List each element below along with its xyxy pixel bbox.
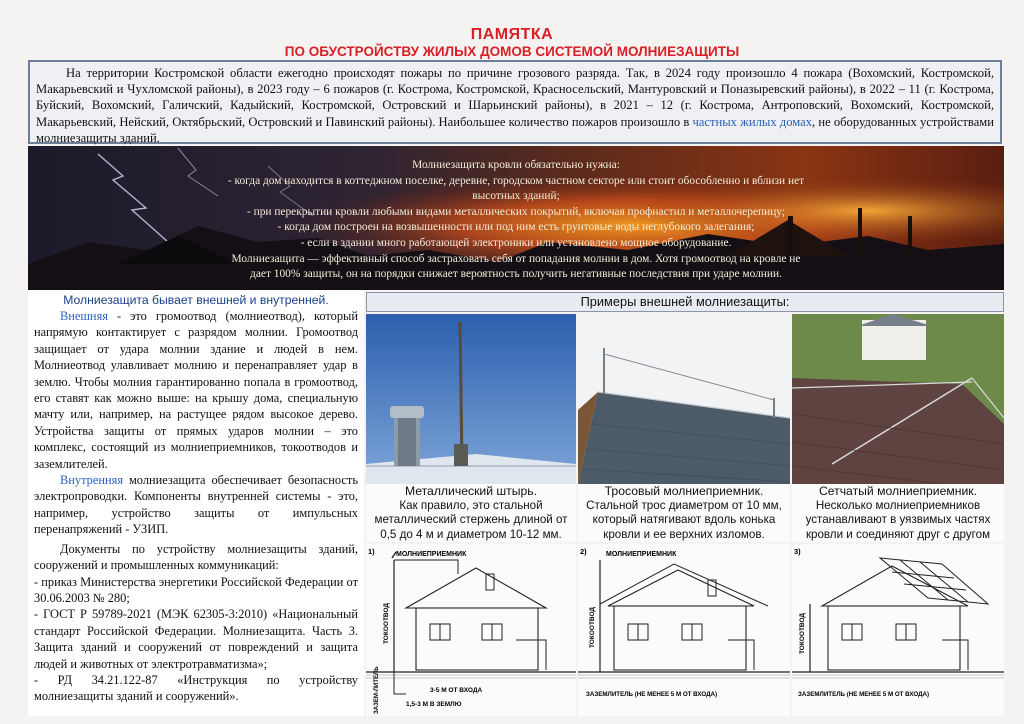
internal-paragraph bbox=[34, 472, 358, 538]
label-ground-electrode: ЗАЗЕМЛИТЕЛЬ (НЕ МЕНЕЕ 5 М ОТ ВХОДА) bbox=[586, 691, 718, 698]
caption-cable bbox=[578, 484, 790, 542]
document-item: - приказ Министерства энергетики Российской Федерации от 30.06.2003 № 280; bbox=[34, 574, 358, 605]
banner-line: - когда дом находится в коттеджном поселке, деревне, городском частном секторе или стоит обособленно и вблизи нет bbox=[227, 174, 805, 187]
mesh-photo-illustration bbox=[792, 314, 1004, 484]
diagram-mesh-drawing bbox=[792, 544, 1004, 716]
internal-text: молниезащита обеспечивает безопасность электропроводки. Компоненты внутренней системы - это, например, устройство защиты от импульсных перенапряжений - УЗИП. bbox=[34, 473, 358, 537]
label-down-conductor: ТОКООТВОД bbox=[589, 606, 596, 648]
external-term: Внешняя bbox=[60, 309, 108, 323]
left-column bbox=[28, 290, 364, 716]
caption-line: который натягивают вдоль конька bbox=[592, 513, 776, 527]
banner-line: дает 100% защиты, он на порядки снижает вероятность получить негативные последствия при ударе молнии. bbox=[250, 268, 782, 281]
documents-header: Документы по устройству молниезащиты зданий, сооружений и промышленных коммуникаций: bbox=[34, 541, 358, 573]
caption-cable-title: Тросовый молниеприемник. bbox=[604, 484, 764, 498]
external-text: - это громоотвод (молниеотвод), который напрямую контактирует с разрядом молнии. Громоотвод защищает от удара молнии здание и людей в нем. Молниеотвод улавливает молнию и перенаправляет удар в землю. Чтобы молния гарантированно попала в громоотвод, его ставят как можно выше: на крышу дома, специальную мачту или, например, на растущее рядом высокое дерево. Устройства защиты от прямых ударов молнии – это комплекс, состоящий из молниеприемников, токоотводов и заземлителей. bbox=[34, 309, 358, 471]
caption-line: кровли и ее верхних изломов. bbox=[603, 527, 765, 541]
protection-types-body bbox=[28, 307, 364, 538]
diagram-number: 1) bbox=[368, 547, 375, 556]
photo-cable bbox=[578, 314, 790, 484]
intro-text-after: , не оборудованных устройствами молниезащиты зданий. bbox=[36, 114, 995, 145]
caption-line: Стальной трос диаметром от 10 мм, bbox=[586, 498, 782, 512]
external-paragraph bbox=[34, 308, 358, 472]
banner-line: Молниезащита — эффективный способ застраховать себя от попадания молнии в дом. Хотя громоотвод на кровле не bbox=[231, 252, 801, 265]
caption-line: устанавливают в уязвимых частях bbox=[805, 513, 991, 527]
diagram-rod-drawing bbox=[366, 544, 576, 716]
documents-section bbox=[28, 541, 364, 705]
intro-text-before: На территории Костромской области ежегодно происходят пожары по причине грозового разряда. Так, в 2024 году произошло 4 пожара (Вохомский, Костромской, Макарьевский и Чухломской районы), в 2023 году – 6 пожаров (г. Кострома, Костромской, Красносельский, Мантуровский и Поназыревский районы), в 2022 – 11 (г. Кострома, Буйский, Вохомский, Галичский, Кадыйский, Костромской, Островский и Шарьинский районы), в 2021 – 12 (г. Кострома, Антроповский, Вохомский, Костромской, Макарьевский, Нейский, Октябрьский, Островский и Павинский районы). Наибольшее количество пожаров произошло в bbox=[36, 66, 994, 129]
intro-paragraph bbox=[28, 60, 1002, 144]
banner-line: Молниезащита кровли обязательно нужна: bbox=[412, 159, 620, 171]
examples-header: Примеры внешней молниезащиты: bbox=[366, 292, 1004, 312]
photo-mesh bbox=[792, 314, 1004, 484]
protection-types-header: Молниезащита бывает внешней и внутренней. bbox=[63, 293, 329, 307]
photo-rod bbox=[366, 314, 576, 484]
label-down-conductor: ТОКООТВОД bbox=[383, 602, 390, 644]
caption-line: Несколько молниеприемников bbox=[815, 498, 981, 512]
rod-photo-illustration bbox=[366, 314, 576, 484]
internal-term: Внутренняя bbox=[60, 473, 124, 488]
cable-photo-illustration bbox=[578, 314, 790, 484]
diagram-number: 3) bbox=[794, 547, 801, 556]
diagram-mesh bbox=[792, 544, 1004, 716]
caption-rod-title: Металлический штырь. bbox=[404, 484, 538, 498]
title-line-1: ПАМЯТКА bbox=[470, 26, 554, 43]
banner-line: высотных зданий; bbox=[472, 190, 560, 203]
label-distance-entrance: 3-5 М ОТ ВХОДА bbox=[430, 687, 483, 694]
label-ground-electrode: ЗАЗЕМЛИТЕЛЬ (НЕ МЕНЕЕ 5 М ОТ ВХОДА) bbox=[798, 691, 930, 698]
document-item: - РД 34.21.122-87 «Инструкция по устройству молниезащиты зданий и сооружений». bbox=[34, 672, 358, 704]
banner-line: - если в здании много работающей электроники или установлено мощное оборудование. bbox=[300, 236, 732, 249]
lightning-banner bbox=[28, 146, 1004, 290]
caption-rod bbox=[366, 484, 576, 542]
diagram-cable-drawing bbox=[578, 544, 790, 716]
banner-text bbox=[28, 158, 1004, 283]
label-ground-electrode: ЗАЗЕМ-ЛИТЕЛЬ bbox=[374, 666, 380, 714]
caption-line: металлический стержень длиной от bbox=[374, 513, 568, 527]
label-down-conductor: ТОКООТВОД bbox=[799, 612, 806, 654]
banner-line: - при перекрытии кровли любыми видами металлических покрытий, включая профнастил и металлочерепицу; bbox=[246, 205, 786, 218]
label-air-terminal: МОЛНИЕПРИЕМНИК bbox=[396, 551, 467, 558]
document-item: - ГОСТ Р 59789-2021 (МЭК 62305-3:2010) «Национальный стандарт Российской Федерации. Молниезащита. Часть 3. Защита зданий и сооружений от повреждений и защита людей и животных от электротравматизма»; bbox=[34, 607, 358, 671]
intro-highlight: частных жилых домах bbox=[692, 114, 813, 129]
label-air-terminal: МОЛНИЕПРИЕМНИК bbox=[606, 551, 677, 558]
caption-mesh bbox=[792, 484, 1004, 542]
diagram-number: 2) bbox=[580, 547, 587, 556]
diagram-cable bbox=[578, 544, 790, 716]
page-title bbox=[0, 26, 1024, 60]
diagram-rod bbox=[366, 544, 576, 716]
caption-line: кровли и соединяют друг с другом bbox=[805, 527, 991, 541]
caption-line: 0,5 до 4 м и диаметром 10-12 мм. bbox=[380, 527, 562, 541]
label-depth: 1,5-3 М В ЗЕМЛЮ bbox=[406, 701, 462, 708]
caption-mesh-title: Сетчатый молниеприемник. bbox=[818, 484, 978, 498]
banner-line: - когда дом построен на возвышенности или под ним есть грунтовые воды неглубокого залегания; bbox=[277, 221, 755, 234]
title-line-2: ПО ОБУСТРОЙСТВУ ЖИЛЫХ ДОМОВ СИСТЕМОЙ МОЛНИЕЗАЩИТЫ bbox=[284, 44, 740, 59]
caption-line: Как правило, это стальной bbox=[399, 498, 543, 512]
